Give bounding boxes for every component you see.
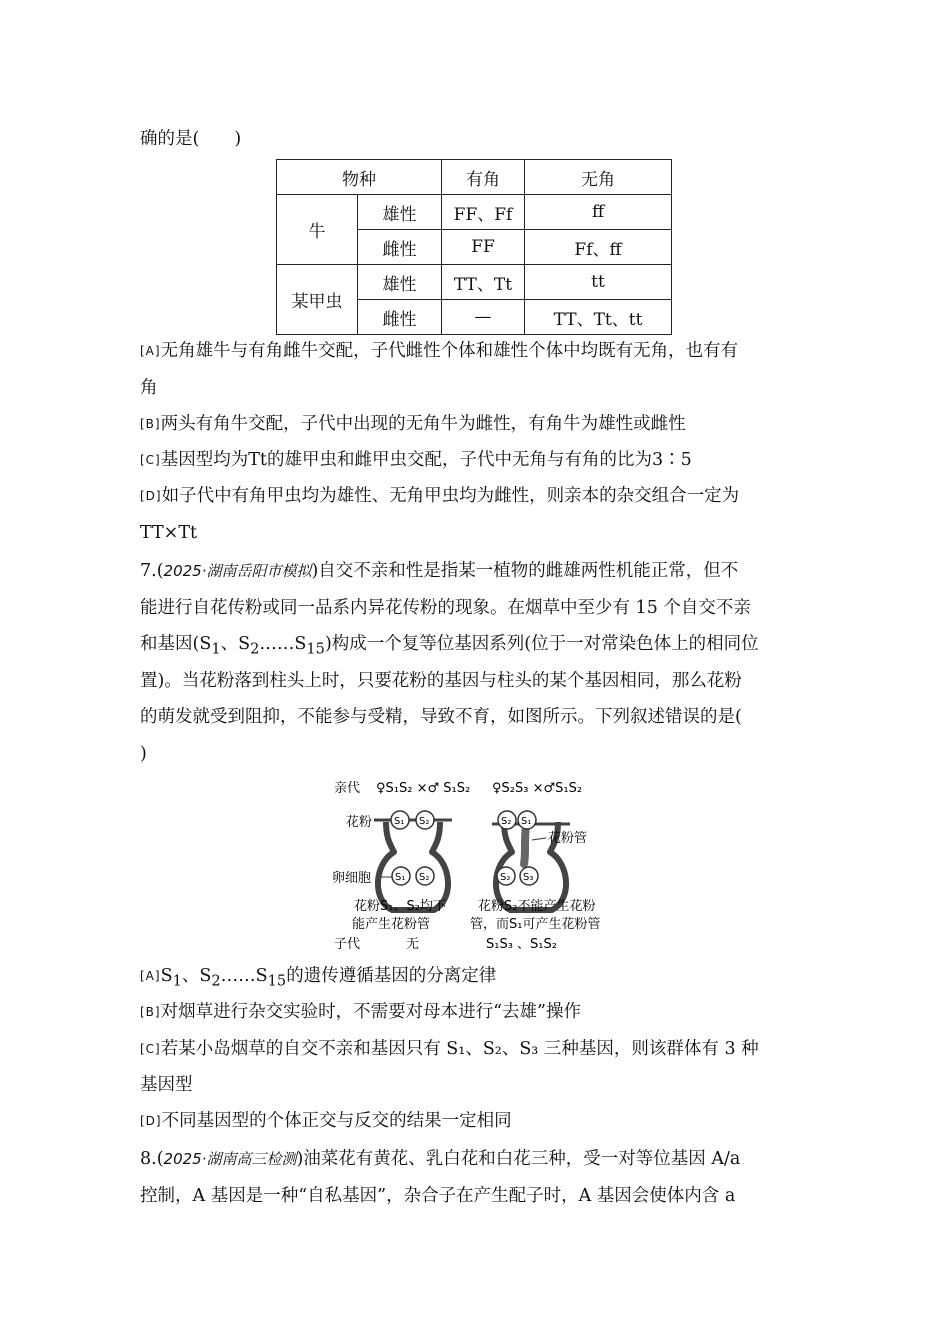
cell-cattle-female: 雌性 <box>358 230 442 265</box>
cell-beetle: 某甲虫 <box>277 265 358 335</box>
cell-beetle-female: 雌性 <box>358 300 442 335</box>
fig-left-pollen-s1: S₁ <box>394 816 405 827</box>
q6-stem-end: 确的是( ) <box>140 129 242 149</box>
fig-left-egg-s1: S₁ <box>395 872 406 883</box>
fig-right-egg-s2: S₂ <box>500 872 511 883</box>
th-horned: 有角 <box>442 160 525 195</box>
fig-note1-a: 花粉S₁、S₂均不 <box>354 899 446 914</box>
fig-cross-2: ♀S₂S₃ ×♂S₁S₂ <box>492 781 583 796</box>
cell-beetle-male-hornless: tt <box>525 265 672 300</box>
q6-option-a[interactable]: [A]无角雄牛与有角雌牛交配，子代雌性个体和雄性个体中均既有无角，也有有 <box>140 341 739 361</box>
fig-right-pollen-s2: S₂ <box>501 816 512 827</box>
genotype-table <box>276 159 672 335</box>
q7-option-c[interactable]: [C]若某小岛烟草的自交不亲和基因只有 S₁、S₂、S₃ 三种基因，则该群体有 3 种 <box>140 1039 759 1059</box>
fig-note1-b: 能产生花粉管 <box>352 917 431 932</box>
q7-line-5: 的萌发就受到阻抑，不能参与受精，导致不育，如图所示。下列叙述错误的是( <box>140 707 742 727</box>
q7-option-c-cont: 基因型 <box>140 1075 193 1095</box>
cell-beetle-male-horned: TT、Tt <box>442 265 525 300</box>
q7-option-d[interactable]: [D]不同基因型的个体正交与反交的结果一定相同 <box>140 1111 512 1131</box>
fig-pollen-label: 花粉 <box>346 815 373 830</box>
q7-line-3: 和基因($S_1$、$S_2\dots\dots S_{15}$)构成一个复等位基因系列(位于一对常染色体上的相同位 <box>140 634 759 658</box>
cell-cattle-female-hornless: Ff、ff <box>525 230 672 265</box>
fig-note2-a: 花粉S₂不能产生花粉 <box>478 899 596 914</box>
fig-offspring-label: 子代 <box>334 937 361 952</box>
q6-option-d-cont: TT×Tt <box>140 523 198 543</box>
self-incompatibility-figure <box>328 772 628 960</box>
q7-line-6: ) <box>140 744 147 764</box>
fig-left-egg-s2: S₂ <box>419 872 430 883</box>
q6-option-b[interactable]: [B]两头有角牛交配，子代中出现的无角牛为雌性，有角牛为雄性或雌性 <box>140 414 686 434</box>
q8-line-1: 8.(2025·湖南高三检测)油菜花有黄花、乳白花和白花三种，受一对等位基因 A/a <box>140 1149 741 1169</box>
q6-option-d[interactable]: [D]如子代中有角甲虫均为雄性、无角甲虫均为雌性，则亲本的杂交组合一定为 <box>140 486 740 506</box>
q7-option-b[interactable]: [B]对烟草进行杂交实验时，不需要对母本进行“去雄”操作 <box>140 1002 582 1022</box>
q6-option-a-cont: 角 <box>140 378 158 398</box>
cell-cattle-male: 雄性 <box>358 195 442 230</box>
q7-option-a[interactable]: $[A]S_1$、$S_2\dots\dots S_{15}$的遗传遵循基因的分离定律 <box>140 966 497 990</box>
q7-line-2: 能进行自花传粉或同一品系内异花传粉的现象。在烟草中至少有 15 个自交不亲 <box>140 598 751 618</box>
cell-cattle-male-hornless: ff <box>525 195 672 230</box>
fig-offspring-none: 无 <box>406 937 420 952</box>
fig-offspring-result: S₁S₃ 、S₁S₂ <box>486 937 557 952</box>
cell-beetle-male: 雄性 <box>358 265 442 300</box>
cell-beetle-female-hornless: TT、Tt、tt <box>525 300 672 335</box>
th-hornless: 无角 <box>525 160 672 195</box>
th-species: 物种 <box>277 160 442 195</box>
fig-cross-1: ♀S₁S₂ ×♂ S₁S₂ <box>376 781 471 796</box>
cell-beetle-female-horned: — <box>442 300 525 335</box>
fig-left-pollen-s2: S₂ <box>419 816 430 827</box>
cell-cattle: 牛 <box>277 195 358 265</box>
cell-cattle-male-horned: FF、Ff <box>442 195 525 230</box>
q8-line-2: 控制，A 基因是一种“自私基因”，杂合子在产生配子时，A 基因会使体内含 a <box>140 1186 736 1206</box>
fig-right-egg-s3: S₃ <box>523 872 534 883</box>
q7-line-1: 7.(2025·湖南岳阳市模拟)自交不亲和性是指某一植物的雌雄两性机能正常，但不 <box>140 561 739 581</box>
fig-right-pollen-s1: S₁ <box>521 816 532 827</box>
q7-line-4: 置)。当花粉落到柱头上时，只要花粉的基因与柱头的某个基因相同，那么花粉 <box>140 671 742 691</box>
fig-note2-b: 管，而S₁可产生花粉管 <box>470 917 601 932</box>
fig-tube-label: 花粉管 <box>548 831 588 846</box>
q6-option-c[interactable]: [C]基因型均为Tt的雄甲虫和雌甲虫交配，子代中无角与有角的比为3∶5 <box>140 450 692 470</box>
cell-cattle-female-horned: FF <box>442 230 525 265</box>
fig-parent-label: 亲代 <box>334 781 361 796</box>
fig-egg-label: 卵细胞 <box>332 871 372 886</box>
